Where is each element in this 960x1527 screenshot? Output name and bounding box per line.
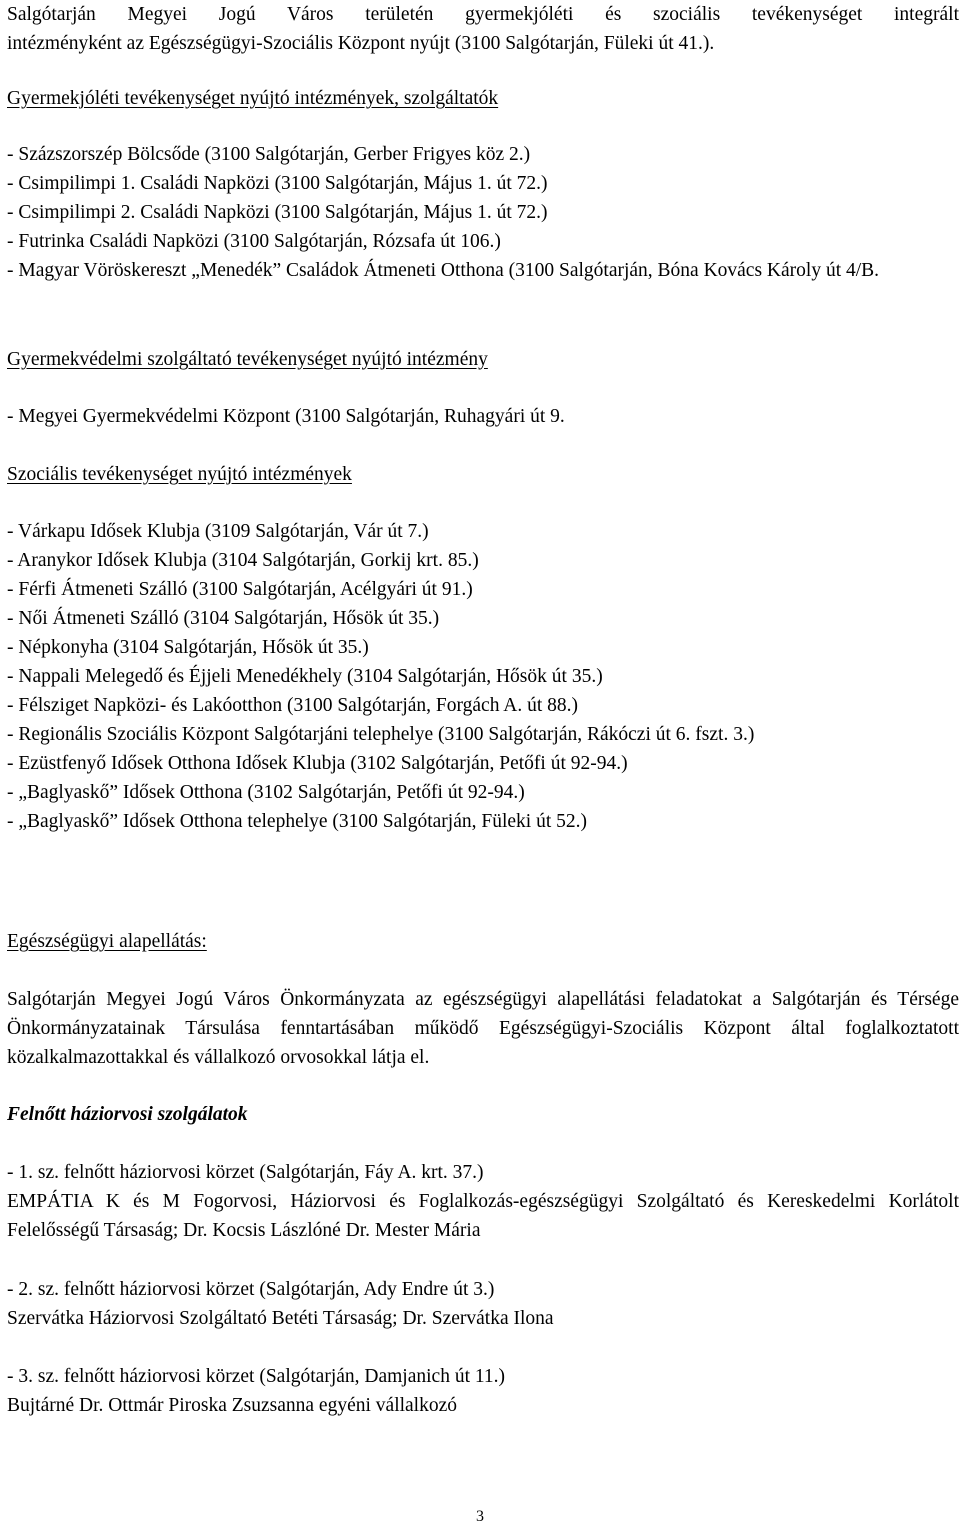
district-line: - 3. sz. felnőtt háziorvosi körzet (Salgótarján, Damjanich út 11.) (7, 1366, 506, 1387)
health-paragraph: Salgótarján Megyei Jogú Város Önkormányzata az egészségügyi alapellátási feladatokat a Salgótarján és Térsége Önkormányzatainak Társulása fenntartásában működő Egészségügyi-Szociális Központ által foglalkoztatott közalkalmazottakkal és vállalkozó orvosokkal látja el. (7, 989, 959, 1068)
subheading-gp-services: Felnőtt háziorvosi szolgálatok (7, 1104, 248, 1125)
list-item: - Futrinka Családi Napközi (3100 Salgótarján, Rózsafa út 106.) (7, 231, 501, 252)
district-3 (7, 1362, 959, 1420)
heading-social: Szociális tevékenységet nyújtó intézmények (7, 464, 352, 485)
list-item: - Százszorszép Bölcsőde (3100 Salgótarján, Gerber Frigyes köz 2.) (7, 144, 531, 165)
list-item: - Megyei Gyermekvédelmi Központ (3100 Salgótarján, Ruhagyári út 9. (7, 406, 565, 427)
district-2 (7, 1275, 959, 1333)
list-item: - Várkapu Idősek Klubja (3109 Salgótarján, Vár út 7.) (7, 521, 429, 542)
district-provider: EMPÁTIA K és M Fogorvosi, Háziorvosi és Foglalkozás-egészségügyi Szolgáltató és Kereskedelmi Korlátolt Felelősségű Társaság; Dr. Kocsis Lászlóné Dr. Mester Mária (7, 1191, 959, 1241)
page-number: 3 (476, 1508, 484, 1525)
list-item: - Regionális Szociális Központ Salgótarjáni telephelye (3100 Salgótarján, Rákóczi út 6. fszt. 3.) (7, 724, 755, 745)
list-item: - Aranykor Idősek Klubja (3104 Salgótarján, Gorkij krt. 85.) (7, 550, 479, 571)
social-list (7, 517, 959, 836)
list-item: - Ezüstfenyő Idősek Otthona Idősek Klubja (3102 Salgótarján, Petőfi út 92-94.) (7, 753, 628, 774)
list-item: - Férfi Átmeneti Szálló (3100 Salgótarján, Acélgyári út 91.) (7, 579, 473, 600)
district-line: - 1. sz. felnőtt háziorvosi körzet (Salgótarján, Fáy A. krt. 37.) (7, 1162, 484, 1183)
intro-line-2: intézményként az Egészségügyi-Szociális Központ nyújt (3100 Salgótarján, Füleki út 41.). (7, 33, 715, 54)
heading-health: Egészségügyi alapellátás: (7, 931, 207, 952)
list-item: - Csimpilimpi 1. Családi Napközi (3100 Salgótarján, Május 1. út 72.) (7, 173, 548, 194)
list-item: - „Baglyaskő” Idősek Otthona (3102 Salgótarján, Petőfi út 92-94.) (7, 782, 525, 803)
district-provider: Bujtárné Dr. Ottmár Piroska Zsuzsanna egyéni vállalkozó (7, 1395, 458, 1416)
heading-child-welfare: Gyermekjóléti tevékenységet nyújtó intézmények, szolgáltatók (7, 88, 499, 109)
child-protection-list (7, 402, 959, 431)
heading-child-protection: Gyermekvédelmi szolgáltató tevékenységet nyújtó intézmény (7, 349, 488, 370)
list-item: - Magyar Vöröskereszt „Menedék” Családok Átmeneti Otthona (3100 Salgótarján, Bóna Kovács Károly út 4/B. (7, 260, 880, 281)
intro-line-1: Salgótarján Megyei Jogú Város területén gyermekjóléti és szociális tevékenységet integrált (7, 4, 959, 25)
list-item: - „Baglyaskő” Idősek Otthona telephelye (3100 Salgótarján, Füleki út 52.) (7, 811, 587, 832)
list-item: - Nappali Melegedő és Éjjeli Menedékhely (3104 Salgótarján, Hősök út 35.) (7, 666, 603, 687)
district-1 (7, 1158, 959, 1245)
district-provider: Szervátka Háziorvosi Szolgáltató Betéti Társaság; Dr. Szervátka Ilona (7, 1308, 554, 1329)
list-item: - Félsziget Napközi- és Lakóotthon (3100 Salgótarján, Forgách A. út 88.) (7, 695, 578, 716)
list-item: - Női Átmeneti Szálló (3104 Salgótarján, Hősök út 35.) (7, 608, 440, 629)
district-line: - 2. sz. felnőtt háziorvosi körzet (Salgótarján, Ady Endre út 3.) (7, 1279, 495, 1300)
list-item: - Csimpilimpi 2. Családi Napközi (3100 Salgótarján, Május 1. út 72.) (7, 202, 548, 223)
child-welfare-list (7, 140, 959, 285)
list-item: - Népkonyha (3104 Salgótarján, Hősök út 35.) (7, 637, 369, 658)
